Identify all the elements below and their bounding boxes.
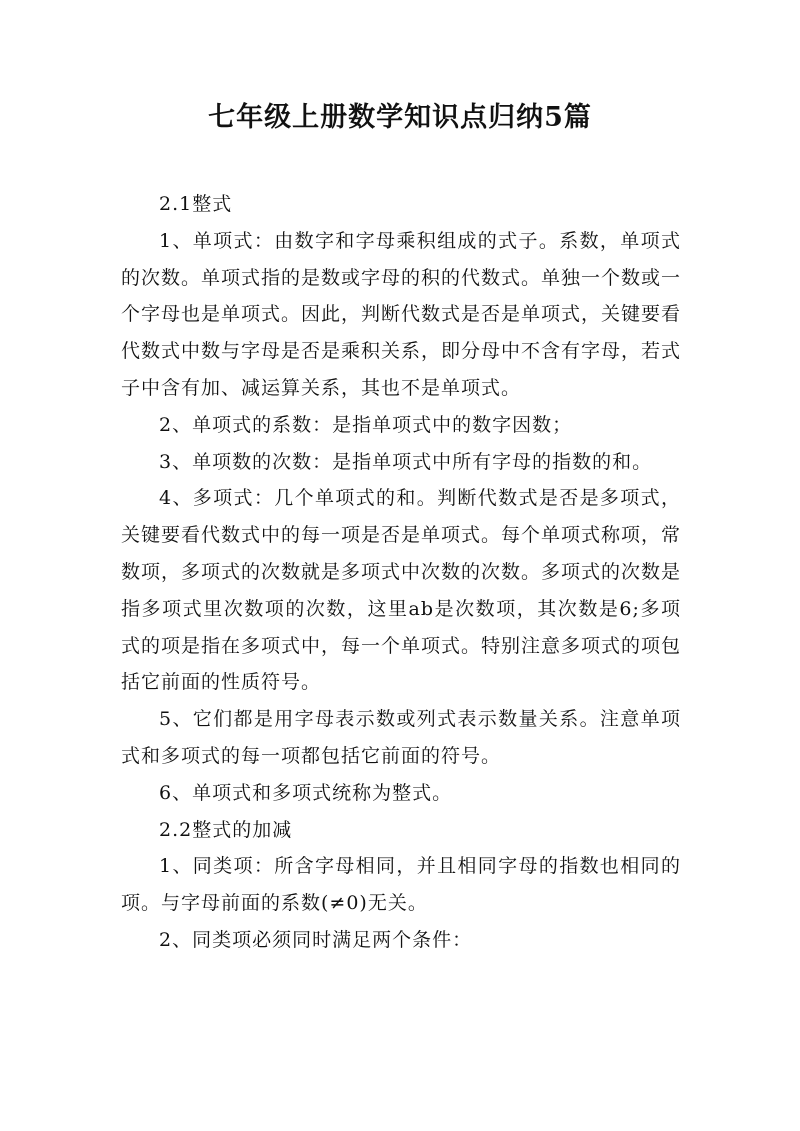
paragraph-like-terms: 1、同类项：所含字母相同，并且相同字母的指数也相同的项。与字母前面的系数(≠0)无关。 <box>121 855 681 915</box>
section-heading-2-2: 2.2整式的加减 <box>159 818 293 841</box>
paragraph-monomial-coefficient: 2、单项式的系数：是指单项式中的数字因数； <box>159 413 573 436</box>
paragraph-monomial-degree: 3、单项数的次数：是指单项式中所有字母的指数的和。 <box>159 450 653 473</box>
paragraph-polynomial: 4、多项式：几个单项式的和。判断代数式是否是多项式，关键要看代数式中的每一项是否是单项式。每个单项式称项，常数项，多项式的次数就是多项式中次数的次数。多项式的次数是指多项式里次数项的次数，这里ab是次数项，其次数是6;多项式的项是指在多项式中，每一个单项式。特别注意多项式的项包括它前面的性质符号。 <box>121 487 682 694</box>
paragraph-like-terms-conditions: 2、同类项必须同时满足两个条件： <box>159 928 473 951</box>
document-body <box>121 186 681 959</box>
document-title: 七年级上册数学知识点归纳5篇 <box>208 102 592 133</box>
section-heading-2-1: 2.1整式 <box>159 193 233 215</box>
paragraph-letters-represent-numbers: 5、它们都是用字母表示数或列式表示数量关系。注意单项式和多项式的每一项都包括它前面的符号。 <box>121 708 681 767</box>
paragraph-monomial-definition: 1、单项式：由数字和字母乘积组成的式子。系数，单项式的次数。单项式指的是数或字母的积的代数式。单独一个数或一个字母也是单项式。因此，判断代数式是否是单项式，关键要看代数式中数与字母是否是乘积关系，即分母中不含有字母，若式子中含有加、减运算关系，其也不是单项式。 <box>121 229 682 399</box>
paragraph-integral-expression: 6、单项式和多项式统称为整式。 <box>159 781 453 804</box>
